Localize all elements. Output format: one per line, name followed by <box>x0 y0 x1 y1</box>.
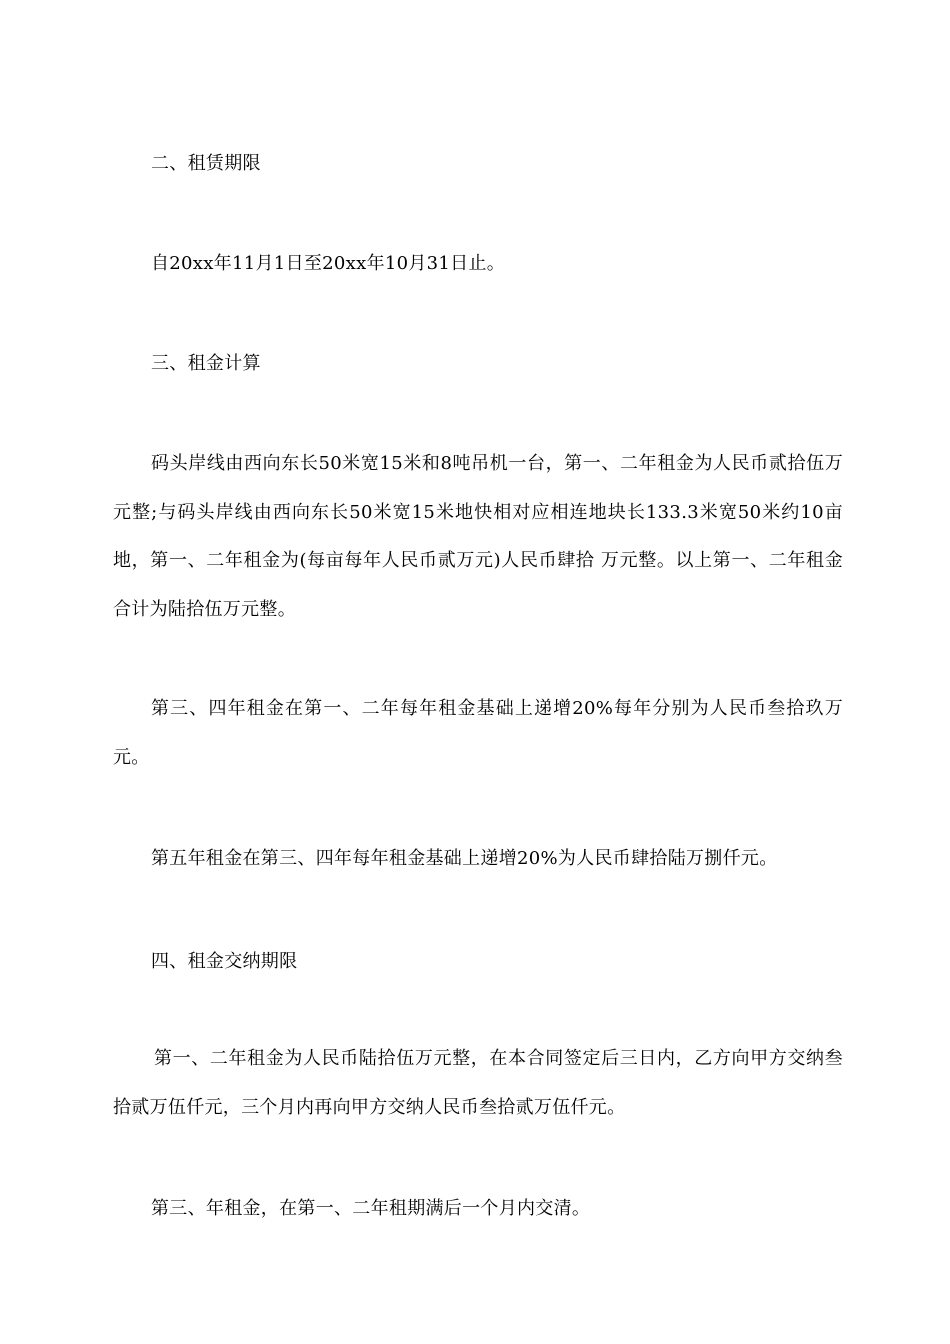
rent-calculation-paragraph-2: 第三、四年租金在第一、二年每年租金基础上递增20%每年分别为人民币叁拾玖万元。 <box>113 698 843 768</box>
rent-calculation-paragraph-1: 码头岸线由西向东长50米宽15米和8吨吊机一台，第一、二年租金为人民币贰拾伍万元整;与码头岸线由西向东长50米宽15米地快相对应相连地块长133.3米宽50米约10亩地，第一、二年租金为(每亩每年人民币贰万元)人民币肆拾 万元整。以上第一、二年租金合计为陆拾伍万元整。 <box>113 453 843 620</box>
section-heading-payment-deadline: 四、租金交纳期限 <box>151 951 298 972</box>
section-heading-rent-calculation: 三、租金计算 <box>151 353 261 374</box>
section-heading-lease-term: 二、租赁期限 <box>151 153 261 174</box>
payment-paragraph-1: 第一、二年租金为人民币陆拾伍万元整，在本合同签定后三日内，乙方向甲方交纳叁拾贰万伍仟元，三个月内再向甲方交纳人民币叁拾贰万伍仟元。 <box>113 1048 843 1118</box>
payment-paragraph-2: 第三、年租金，在第一、二年租期满后一个月内交清。 <box>151 1198 591 1219</box>
rent-calculation-paragraph-3: 第五年租金在第三、四年每年租金基础上递增20%为人民币肆拾陆万捌仟元。 <box>151 848 778 869</box>
lease-term-paragraph: 自20xx年11月1日至20xx年10月31日止。 <box>151 253 506 274</box>
